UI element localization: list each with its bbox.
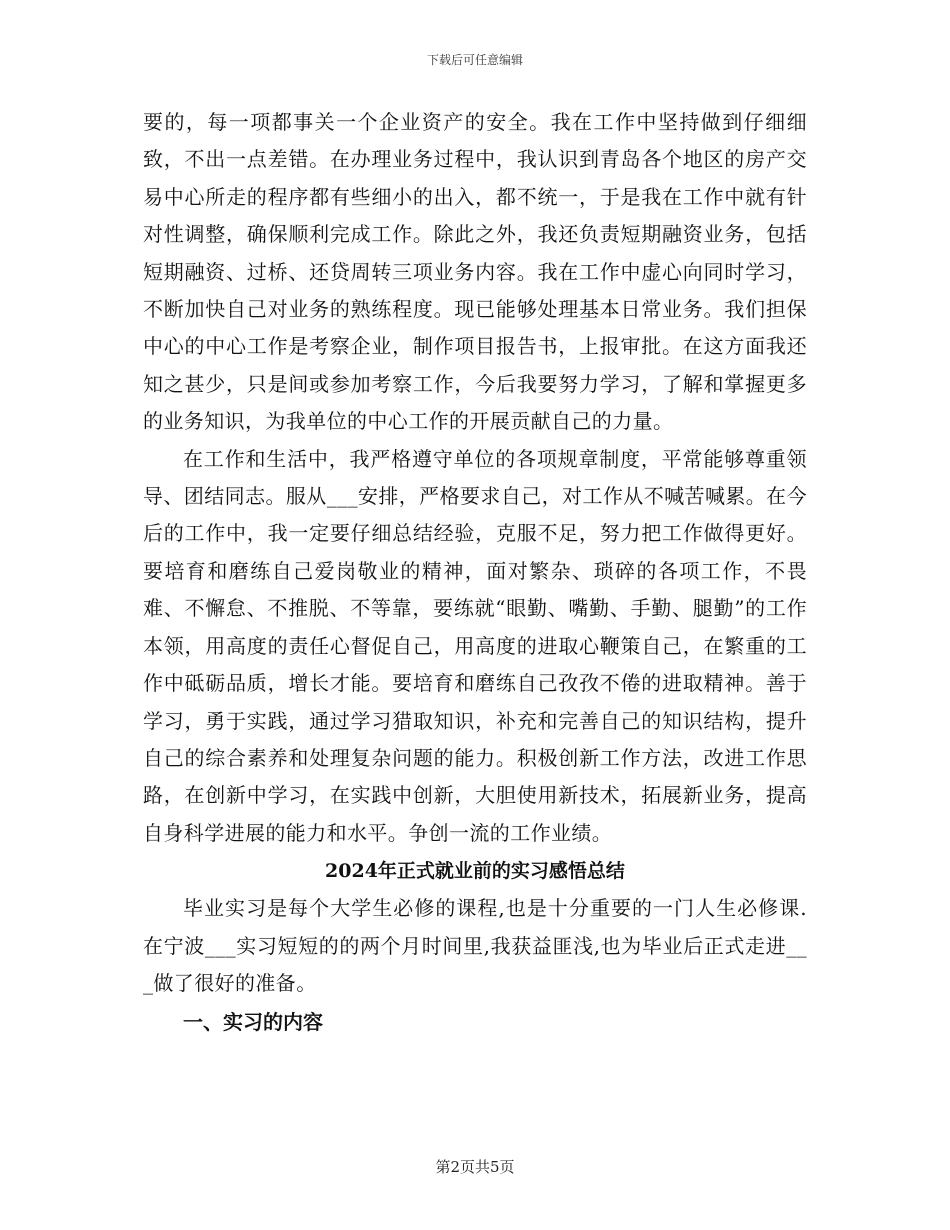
body-paragraph-2: 在工作和生活中，我严格遵守单位的各项规章制度，平常能够尊重领导、团结同志。服从___安排，严格要求自己，对工作从不喊苦喊累。在今后的工作中，我一定要仔细总结经验，克服不足，努力把工作做得更好。要培育和磨练自己爱岗敬业的精神，面对繁杂、琐碎的各项工作，不畏难、不懈怠、不推脱、不等靠，要练就“眼勤、嘴勤、手勤、腿勤”的工作本领，用高度的责任心督促自己，用高度的进取心鞭策自己，在繁重的工作中砥砺品质，增长才能。要培育和磨练自己孜孜不倦的进取精神。善于学习，勇于实践，通过学习猎取知识，补充和完善自己的知识结构，提升自己的综合素养和处理复杂问题的能力。积极创新工作方法，改进工作思路，在创新中学习，在实践中创新，大胆使用新技术，拓展新业务，提高自身科学进展的能力和水平。争创一流的工作业绩。	[143, 446, 807, 845]
section-title: 2024年正式就业前的实习感悟总结	[325, 860, 625, 883]
header-note: 下载后可任意编辑	[426, 53, 523, 67]
section-heading: 一、实习的内容	[183, 1010, 323, 1035]
body-paragraph-1: 要的，每一项都事关一个企业资产的安全。我在工作中坚持做到仔细细致，不出一点差错。在办理业务过程中，我认识到青岛各个地区的房产交易中心所走的程序都有些细小的出入，都不统一，于是我在工作中就有针对性调整，确保顺利完成工作。除此之外，我还负责短期融资业务，包括短期融资、过桥、还贷周转三项业务内容。我在工作中虚心向同时学习，不断加快自己对业务的熟练程度。现已能够处理基本日常业务。我们担保中心的中心工作是考察企业，制作项目报告书，上报审批。在这方面我还知之甚少，只是间或参加考察工作，今后我要努力学习，了解和掌握更多的业务知识，为我单位的中心工作的开展贡献自己的力量。	[143, 110, 807, 434]
body-paragraph-3: 毕业实习是每个大学生必修的课程,也是十分重要的一门人生必修课.在宁波___实习短短的的两个月时间里,我获益匪浅,也为毕业后正式走进___做了很好的准备。	[143, 896, 807, 995]
document-content	[143, 104, 807, 1042]
page-number: 第2页共5页	[435, 1158, 515, 1176]
